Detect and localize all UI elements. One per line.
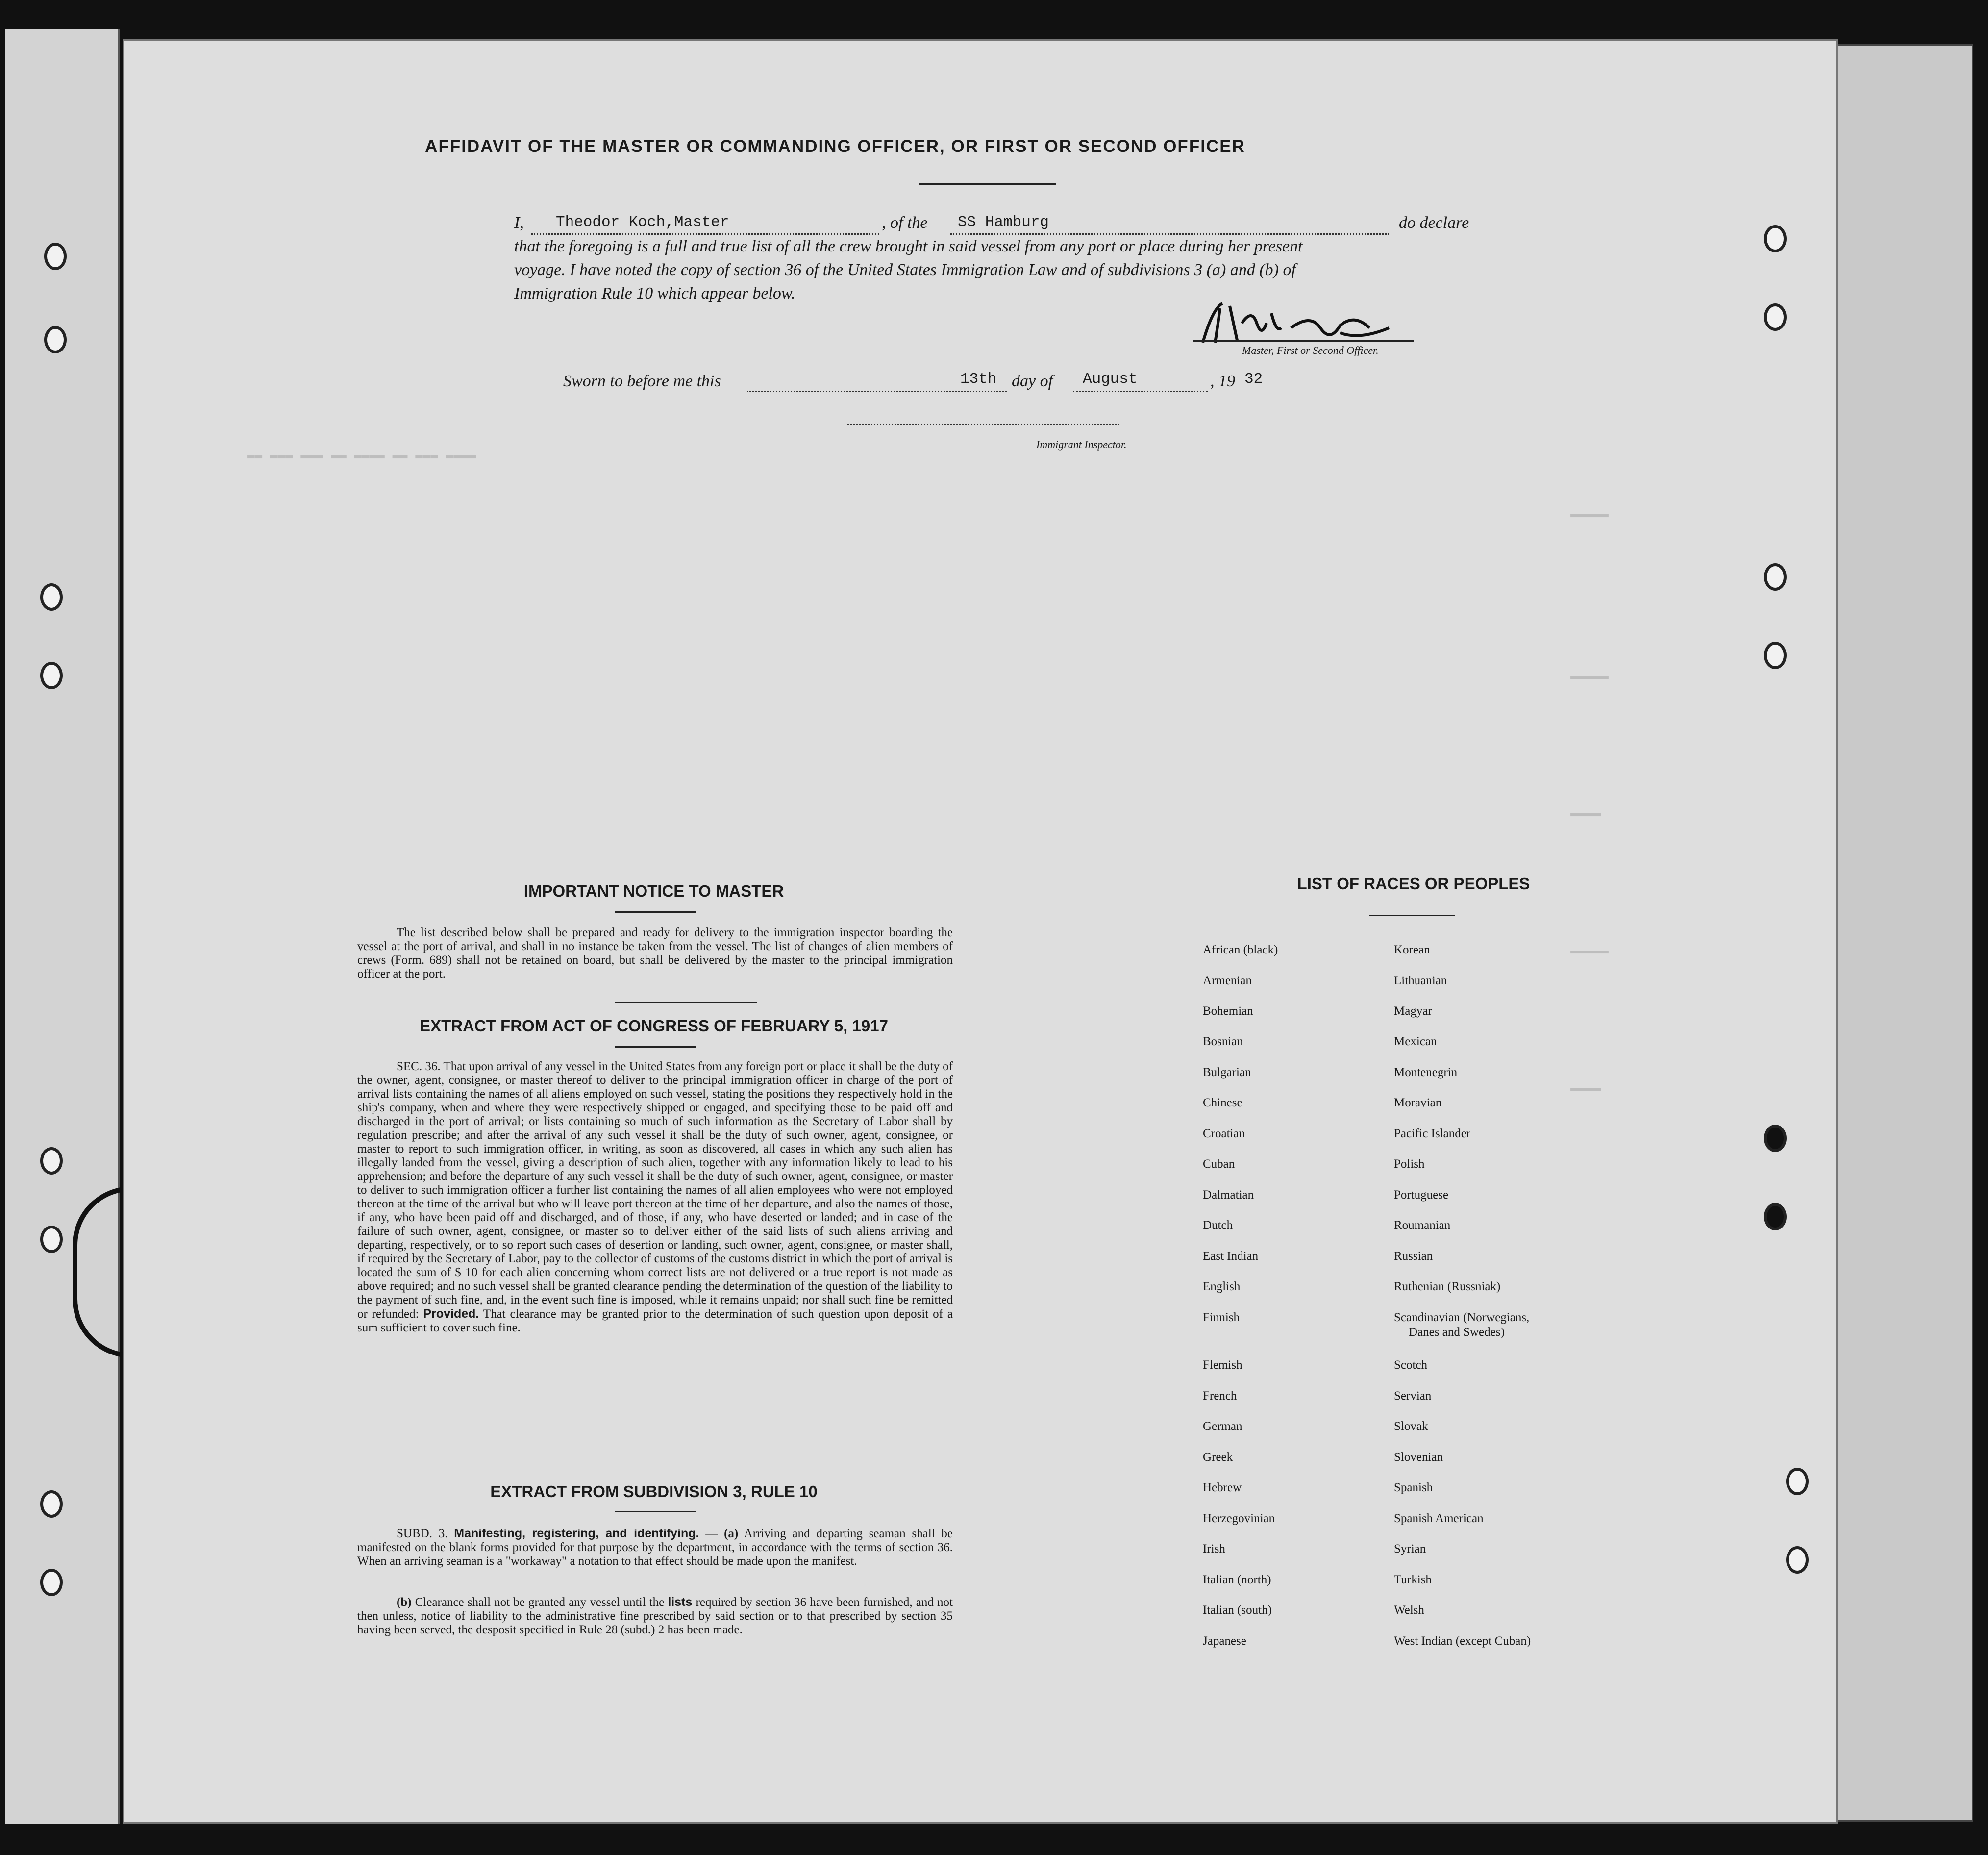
name-dotted-line	[531, 233, 879, 235]
race-item: French	[1203, 1389, 1237, 1403]
act-provided: Provided.	[423, 1307, 479, 1321]
binder-hole-icon	[40, 1569, 63, 1596]
race-item: Bulgarian	[1203, 1066, 1251, 1079]
bleed-through-text: ▬▬▬▬▬	[1570, 943, 1609, 958]
race-item: English	[1203, 1280, 1241, 1293]
title-underline	[919, 183, 1056, 185]
rule-text-b	[357, 1595, 953, 1637]
inspector-dotted-line	[847, 424, 1119, 425]
race-item: Syrian	[1394, 1542, 1426, 1555]
bleed-through-text: ▬▬▬▬▬	[1570, 507, 1609, 522]
race-item: Danes and Swedes)	[1409, 1326, 1505, 1339]
race-item: Chinese	[1203, 1096, 1242, 1109]
race-item: German	[1203, 1420, 1242, 1433]
day-of-label: day of	[1012, 372, 1053, 390]
notice-text: The list described below shall be prepared and ready for delivery to the immigration inspector boarding the vessel at the port of arrival, and shall in no instance be taken from the vessel. The list of changes of alien members of crews (Form. 689) shall not be retained on board, but shall be delivered by the master to the principal immigration officer at the port.	[357, 926, 953, 980]
race-item: Japanese	[1203, 1634, 1246, 1648]
race-item: Portuguese	[1394, 1188, 1449, 1202]
punch-hole-icon	[1764, 563, 1787, 591]
notice-title: IMPORTANT NOTICE TO MASTER	[523, 882, 784, 900]
notice-separator	[615, 1002, 757, 1003]
race-item: Welsh	[1394, 1604, 1424, 1617]
race-item: Spanish	[1394, 1481, 1433, 1494]
race-item: Croatian	[1203, 1127, 1245, 1140]
notice-underline	[615, 911, 696, 913]
race-item: Magyar	[1394, 1004, 1432, 1018]
race-item: African (black)	[1203, 943, 1278, 956]
race-item: Irish	[1203, 1542, 1225, 1555]
race-item: Servian	[1394, 1389, 1432, 1403]
race-item: Flemish	[1203, 1358, 1242, 1372]
binder-hole-icon	[44, 243, 67, 270]
act-text-tail: That clearance may be granted prior to the determination of such question upon deposit of a sum sufficient to cover such fine.	[357, 1307, 953, 1334]
race-item: Moravian	[1394, 1096, 1442, 1109]
rule-title: EXTRACT FROM SUBDIVISION 3, RULE 10	[490, 1482, 818, 1501]
binder-hole-icon	[40, 662, 63, 689]
punch-hole-icon	[1786, 1546, 1809, 1574]
race-item: Slovenian	[1394, 1451, 1443, 1464]
race-item: Bohemian	[1203, 1004, 1253, 1018]
signature-line	[1193, 340, 1414, 342]
punch-hole-icon	[1764, 1203, 1787, 1230]
sworn-month-dotted-line	[1073, 391, 1208, 392]
declaration-line: Immigration Rule 10 which appear below.	[514, 284, 795, 302]
race-item: Lithuanian	[1394, 974, 1447, 987]
binder-hole-icon	[40, 1490, 63, 1518]
affidavit-title: AFFIDAVIT OF THE MASTER OR COMMANDING OFFICER, OR FIRST OR SECOND OFFICER	[425, 137, 1245, 156]
master-name: Theodor Koch,Master	[556, 214, 729, 231]
affidavit-sheet	[123, 39, 1838, 1824]
race-item: Hebrew	[1203, 1481, 1242, 1494]
race-item: Italian (south)	[1203, 1604, 1272, 1617]
declaration-line: that the foregoing is a full and true list of all the crew brought in said vessel from any port or place during her present	[514, 237, 1303, 255]
race-item: Slovak	[1394, 1420, 1428, 1433]
sworn-day: 13th	[960, 371, 997, 388]
subd-b-label: (b)	[397, 1596, 412, 1609]
year-prefix: , 19	[1210, 372, 1235, 390]
race-item: Dalmatian	[1203, 1188, 1254, 1202]
punch-hole-icon	[1764, 303, 1787, 331]
binder-strip	[5, 29, 120, 1824]
race-item: Roumanian	[1394, 1219, 1451, 1232]
race-item: Polish	[1394, 1157, 1425, 1171]
bleed-through-text: ▬▬ ▬▬▬ ▬▬▬ ▬▬ ▬▬▬▬ ▬▬ ▬▬▬ ▬▬▬▬	[247, 448, 477, 463]
race-item: Spanish American	[1394, 1512, 1484, 1525]
race-item: Cuban	[1203, 1157, 1235, 1171]
race-item: Korean	[1394, 943, 1430, 956]
act-underline	[615, 1046, 696, 1048]
punch-hole-icon	[1764, 642, 1787, 669]
race-item: Greek	[1203, 1451, 1233, 1464]
binder-hole-icon	[44, 326, 67, 353]
race-item: Scotch	[1394, 1358, 1428, 1372]
race-item: Finnish	[1203, 1311, 1240, 1324]
vessel-name: SS Hamburg	[958, 214, 1049, 231]
race-item: Ruthenian (Russniak)	[1394, 1280, 1501, 1293]
subd-dash: —	[705, 1527, 718, 1540]
act-title: EXTRACT FROM ACT OF CONGRESS OF FEBRUARY 5, 1917	[420, 1017, 888, 1035]
i-label: I,	[514, 214, 524, 232]
bleed-through-text: ▬▬▬▬▬	[1570, 669, 1609, 683]
subd-a-label: (a)	[724, 1527, 739, 1540]
race-item: East Indian	[1203, 1250, 1259, 1263]
signature-caption: Master, First or Second Officer.	[1242, 344, 1379, 356]
race-item: Italian (north)	[1203, 1573, 1271, 1586]
race-item: Dutch	[1203, 1219, 1233, 1232]
race-item: Montenegrin	[1394, 1066, 1458, 1079]
race-item: West Indian (except Cuban)	[1394, 1634, 1531, 1648]
race-item: Scandinavian (Norwegians,	[1394, 1311, 1530, 1324]
subd-a-text: Arriving and departing seaman shall be manifested on the blank forms provided for that purpose by the department, in accordance with the terms of section 36. When an arriving seaman is a "workaway" a notation to that effect should be made upon the manifest.	[357, 1527, 953, 1568]
subd-b-lists: lists	[668, 1595, 693, 1609]
binder-hole-icon	[40, 1226, 63, 1253]
subd-label: SUBD. 3.	[397, 1527, 448, 1540]
act-text	[357, 1060, 953, 1335]
of-the-label: , of the	[882, 214, 928, 232]
declaration-line: voyage. I have noted the copy of section 36 of the United States Immigration Law and of subdivisions 3 (a) and (b) of	[514, 261, 1296, 279]
bleed-through-text: ▬▬▬▬	[1570, 1080, 1601, 1095]
punch-hole-icon	[1764, 225, 1787, 252]
race-item: Turkish	[1394, 1573, 1432, 1586]
vessel-dotted-line	[950, 233, 1389, 235]
inspector-label: Immigrant Inspector.	[1036, 438, 1127, 451]
rule-underline	[615, 1511, 696, 1512]
races-underline	[1369, 915, 1455, 916]
sworn-label: Sworn to before me this	[563, 372, 721, 390]
race-item: Herzegovinian	[1203, 1512, 1275, 1525]
punch-hole-icon	[1786, 1468, 1809, 1495]
sworn-month: August	[1083, 371, 1138, 388]
races-title: LIST OF RACES OR PEOPLES	[1297, 875, 1530, 893]
rule-text-a	[357, 1527, 953, 1568]
race-item: Pacific Islander	[1394, 1127, 1471, 1140]
subd-b-text-2: required by section 36 have been furnished, and not then unless, notice of liability to the administrative fine prescribed by said section or to that prescribed by section 35 having been served, the desposit specified in Rule 28 (subd.) 2 has been made.	[357, 1596, 953, 1636]
bleed-through-text: ▬▬▬▬	[1570, 806, 1601, 821]
race-item: Mexican	[1394, 1035, 1437, 1048]
race-item: Bosnian	[1203, 1035, 1243, 1048]
sworn-day-dotted-line	[747, 391, 1007, 392]
binder-hole-icon	[40, 1147, 63, 1175]
punch-hole-icon	[1764, 1125, 1787, 1152]
race-item: Russian	[1394, 1250, 1433, 1263]
act-text-body: SEC. 36. That upon arrival of any vessel in the United States from any foreign port or place it shall be the duty of the owner, agent, consignee, or master thereof to deliver to the principal immigration officer in charge of the port of arrival lists containing the names of all aliens employed on such vessel, stating the positions they respectively hold in the ship's company, when and where they were respectively shipped or engaged, and specifying those to be paid off and discharged in the port of arrival; or lists containing so much of such information as the Secretary of Labor shall by regulation prescribe; and after the arrival of any such vessel it shall be the duty of such owner, agent, consignee, or master to report to such immigration officer, in writing, as soon as discovered, all cases in which any such alien has illegally landed from the vessel, giving a description of such alien, together with any information likely to lead to his apprehension; and before the departure of any such vessel it shall be the duty of such owner, agent, consignee, or master to deliver to such immigration officer a further list containing the names of all alien employees who were not employed thereon at the time of the arrival but who will leave port thereon at the time of her departure, and also the names of those, if any, who have been paid off and discharged, and of those, if any, who have deserted or landed; and in case of the failure of such owner, agent, consignee, or master so to deliver either of the said lists of such aliens arriving and departing, respectively, or to so report such cases of desertion or landing, such owner, agent, consignee, or master shall, if required by the Secretary of Labor, pay to the collector of customs of the customs district in which the port of arrival is located the sum of $ 10 for each alien concerning whom correct lists are not delivered or a true report is not made as above required; and no such vessel shall be granted clearance pending the determination of the question of the liability to the payment of such fine, and, in the event such fine is imposed, while it remains unpaid; nor shall such fine be remitted or refunded:	[357, 1060, 953, 1321]
sworn-year: 32	[1244, 371, 1263, 388]
do-declare: do declare	[1399, 214, 1469, 232]
race-item: Armenian	[1203, 974, 1252, 987]
binder-hole-icon	[40, 583, 63, 611]
subd-heading: Manifesting, registering, and identifying.	[454, 1527, 699, 1540]
subd-b-text-1: Clearance shall not be granted any vessel until the	[415, 1596, 665, 1609]
